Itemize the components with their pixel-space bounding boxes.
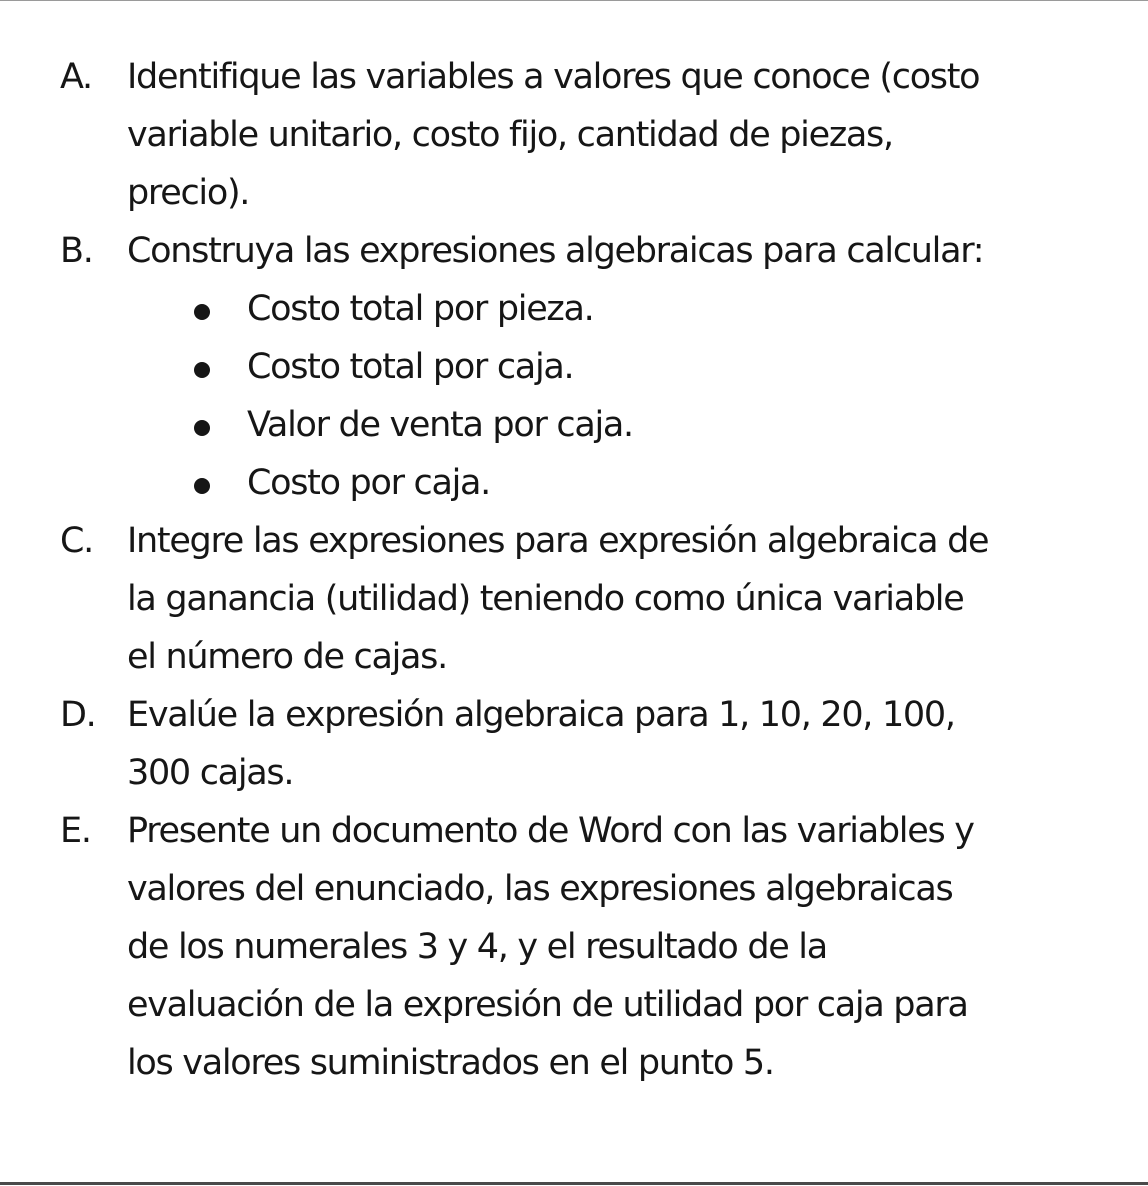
bullet-list	[0, 280, 1148, 512]
item-line: de los numerales 3 y 4, y el resultado de la	[127, 927, 827, 967]
item-line: Identifique las variables a valores que conoce (costo	[127, 57, 980, 97]
item-label: B.	[60, 231, 93, 271]
item-line: 300 cajas.	[127, 753, 294, 793]
item-label: C.	[60, 521, 93, 561]
top-divider	[0, 0, 1148, 1]
item-line: Integre las expresiones para expresión algebraica de	[127, 521, 989, 561]
bullet-dot-icon	[194, 478, 210, 494]
bullet-dot-icon	[194, 362, 210, 378]
bullet-item	[0, 280, 1148, 338]
item-line: variable unitario, costo fijo, cantidad de piezas,	[127, 115, 893, 155]
list-item-d	[0, 686, 1148, 802]
item-line: valores del enunciado, las expresiones algebraicas	[127, 869, 953, 909]
bullet-dot-icon	[194, 304, 210, 320]
bullet-text: Costo total por caja.	[247, 347, 574, 387]
item-line: los valores suministrados en el punto 5.	[127, 1043, 774, 1083]
item-label: E.	[60, 811, 91, 851]
item-label: D.	[60, 695, 96, 735]
item-label: A.	[60, 57, 92, 97]
instructions-list	[0, 48, 1148, 1092]
bottom-divider	[0, 1182, 1148, 1185]
bullet-dot-icon	[194, 420, 210, 436]
bullet-text: Costo por caja.	[247, 463, 490, 503]
item-line: el número de cajas.	[127, 637, 447, 677]
list-item-c	[0, 512, 1148, 686]
bullet-item	[0, 454, 1148, 512]
item-line: Evalúe la expresión algebraica para 1, 10, 20, 100,	[127, 695, 955, 735]
item-line: la ganancia (utilidad) teniendo como única variable	[127, 579, 964, 619]
bullet-text: Valor de venta por caja.	[247, 405, 633, 445]
list-item-a	[0, 48, 1148, 222]
list-item-e	[0, 802, 1148, 1092]
bullet-item	[0, 338, 1148, 396]
item-line: Construya las expresiones algebraicas para calcular:	[127, 231, 984, 271]
list-item-b	[0, 222, 1148, 280]
bullet-item	[0, 396, 1148, 454]
item-line: Presente un documento de Word con las variables y	[127, 811, 974, 851]
item-line: precio).	[127, 173, 250, 213]
bullet-text: Costo total por pieza.	[247, 289, 594, 329]
item-line: evaluación de la expresión de utilidad por caja para	[127, 985, 968, 1025]
